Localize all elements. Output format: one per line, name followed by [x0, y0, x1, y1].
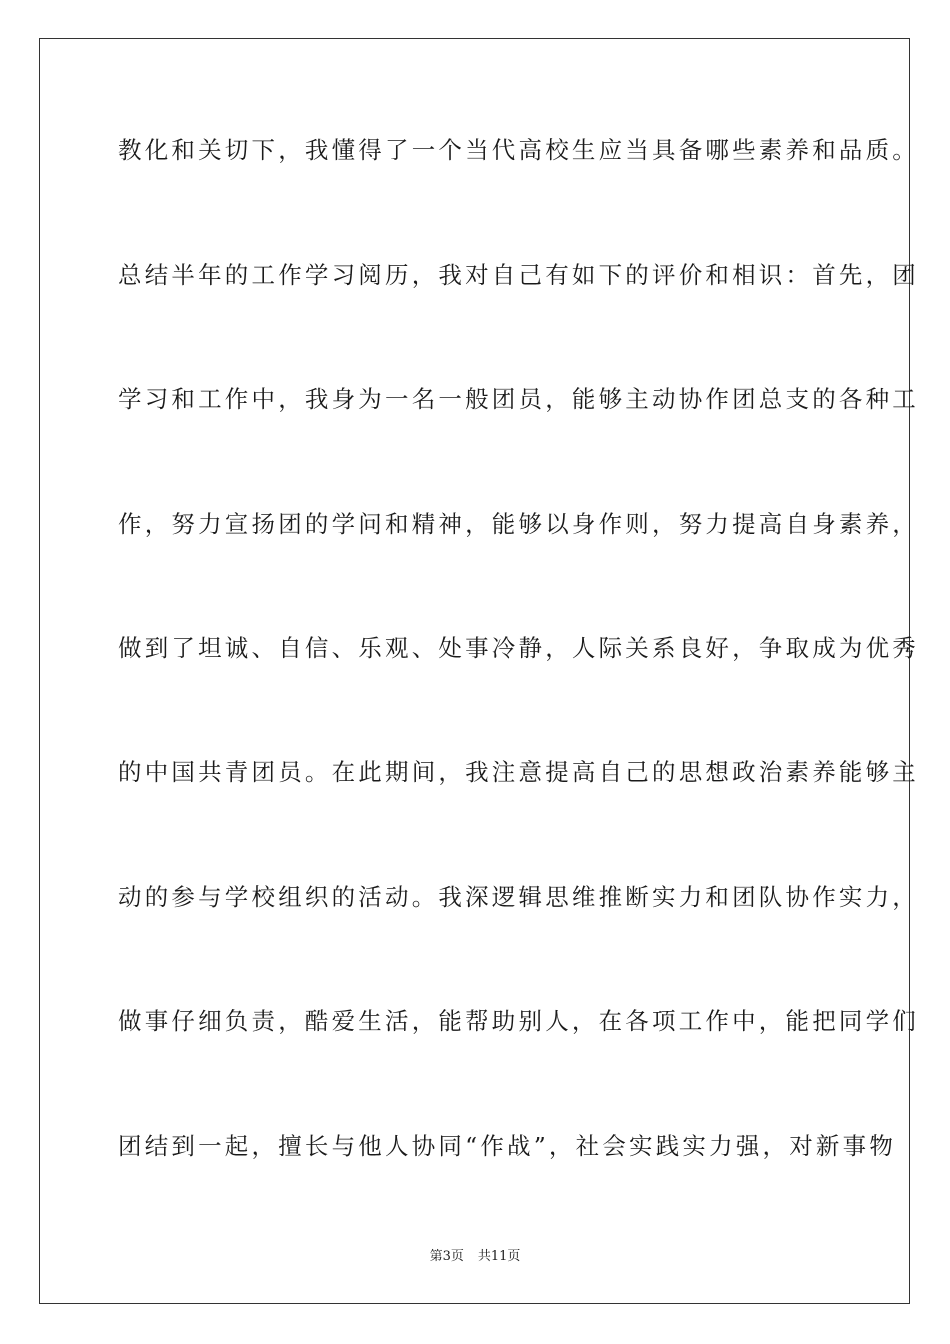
page-border: [39, 38, 910, 1304]
text-line: 教化和关切下，我懂得了一个当代高校生应当具备哪些素养和品质。: [118, 136, 919, 164]
text-line: 的中国共青团员。在此期间，我注意提高自己的思想政治素养能够主: [118, 758, 919, 786]
text-line: 作，努力宣扬团的学问和精神，能够以身作则，努力提高自身素养，: [118, 510, 919, 538]
text-line: 动的参与学校组织的活动。我深逻辑思维推断实力和团队协作实力，: [118, 883, 919, 911]
text-line: 做到了坦诚、自信、乐观、处事冷静，人际关系良好，争取成为优秀: [118, 634, 919, 662]
text-line: 团结到一起，擅长与他人协同“作战”，社会实践实力强，对新事物: [118, 1132, 897, 1160]
page-total: 共11页: [477, 1249, 521, 1264]
text-line: 做事仔细负责，酷爱生活，能帮助别人，在各项工作中，能把同学们: [118, 1007, 919, 1035]
text-line: 学习和工作中，我身为一名一般团员，能够主动协作团总支的各种工: [118, 385, 919, 413]
text-line: 总结半年的工作学习阅历，我对自己有如下的评价和相识：首先，团: [118, 261, 919, 289]
page-footer: [0, 1248, 950, 1266]
page-number: 第3页: [429, 1249, 464, 1264]
